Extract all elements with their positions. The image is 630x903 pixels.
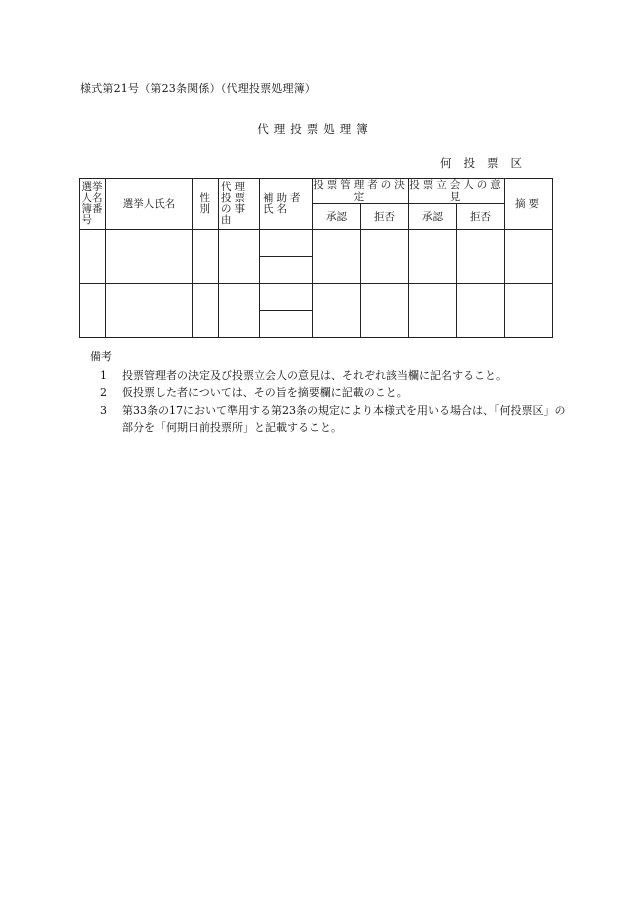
header-sex: 性別 — [193, 179, 219, 230]
reason-cell[interactable] — [219, 230, 260, 284]
note-item — [90, 367, 568, 385]
note-number: 1 — [100, 368, 107, 382]
manager-reject-cell[interactable] — [361, 284, 409, 338]
proxy-vote-ledger-table — [79, 178, 553, 338]
entry-row — [80, 284, 553, 311]
header-voter-name: 選挙人氏名 — [106, 179, 193, 230]
observer-reject-header: 拒否 — [457, 204, 505, 230]
form-number: 様式第21号（第23条関係）（代理投票処理簿） — [80, 82, 317, 95]
assistant-name-cell[interactable] — [260, 284, 313, 311]
voter-number-cell[interactable] — [80, 230, 106, 284]
sex-cell[interactable] — [193, 230, 219, 284]
document-title: 代理投票処理簿 — [257, 122, 373, 136]
note-text: 投票管理者の決定及び投票立会人の意見は、それぞれ該当欄に記名すること。 — [122, 368, 507, 382]
district-label: 何投票区 — [440, 156, 534, 170]
header-observer-opinion: 投票立会人の意見 — [409, 179, 504, 204]
entry-row — [80, 230, 553, 257]
manager-reject-header: 拒否 — [361, 204, 409, 230]
header-voter-number: 選挙人名簿番号 — [80, 179, 106, 230]
manager-approve-header: 承認 — [313, 204, 361, 230]
notes-section — [90, 348, 568, 437]
manager-approve-cell[interactable] — [313, 284, 361, 338]
note-text: 仮投票した者については、その旨を摘要欄に記載のこと。 — [122, 386, 408, 400]
observer-approve-cell[interactable] — [409, 284, 457, 338]
note-number: 3 — [100, 403, 107, 417]
sex-cell[interactable] — [193, 284, 219, 338]
assistant-name-cell[interactable] — [260, 311, 313, 338]
voter-name-cell[interactable] — [106, 284, 193, 338]
note-number: 2 — [100, 386, 107, 400]
header-row — [80, 179, 553, 204]
remarks-cell[interactable] — [505, 284, 553, 338]
observer-reject-cell[interactable] — [457, 230, 505, 284]
header-remarks: 摘要 — [505, 179, 553, 230]
observer-approve-cell[interactable] — [409, 230, 457, 284]
header-manager-decision: 投票管理者の決定 — [313, 179, 408, 204]
manager-approve-cell[interactable] — [313, 230, 361, 284]
notes-title: 備考 — [90, 350, 112, 363]
voter-name-cell[interactable] — [106, 230, 193, 284]
note-item — [90, 384, 568, 402]
assistant-name-cell[interactable] — [260, 230, 313, 257]
note-text: 第33条の17において準用する第23条の規定により本様式を用いる場合は、「何投票区」の部分を「何期日前投票所」と記載すること。 — [122, 403, 566, 435]
remarks-cell[interactable] — [505, 230, 553, 284]
header-proxy-reason: 代理投票の事由 — [219, 179, 260, 230]
observer-approve-header: 承認 — [409, 204, 457, 230]
assistant-name-cell[interactable] — [260, 257, 313, 284]
voter-number-cell[interactable] — [80, 284, 106, 338]
note-item — [90, 402, 568, 437]
manager-reject-cell[interactable] — [361, 230, 409, 284]
observer-reject-cell[interactable] — [457, 284, 505, 338]
reason-cell[interactable] — [219, 284, 260, 338]
header-assistant-name: 補助者氏名 — [260, 179, 313, 230]
